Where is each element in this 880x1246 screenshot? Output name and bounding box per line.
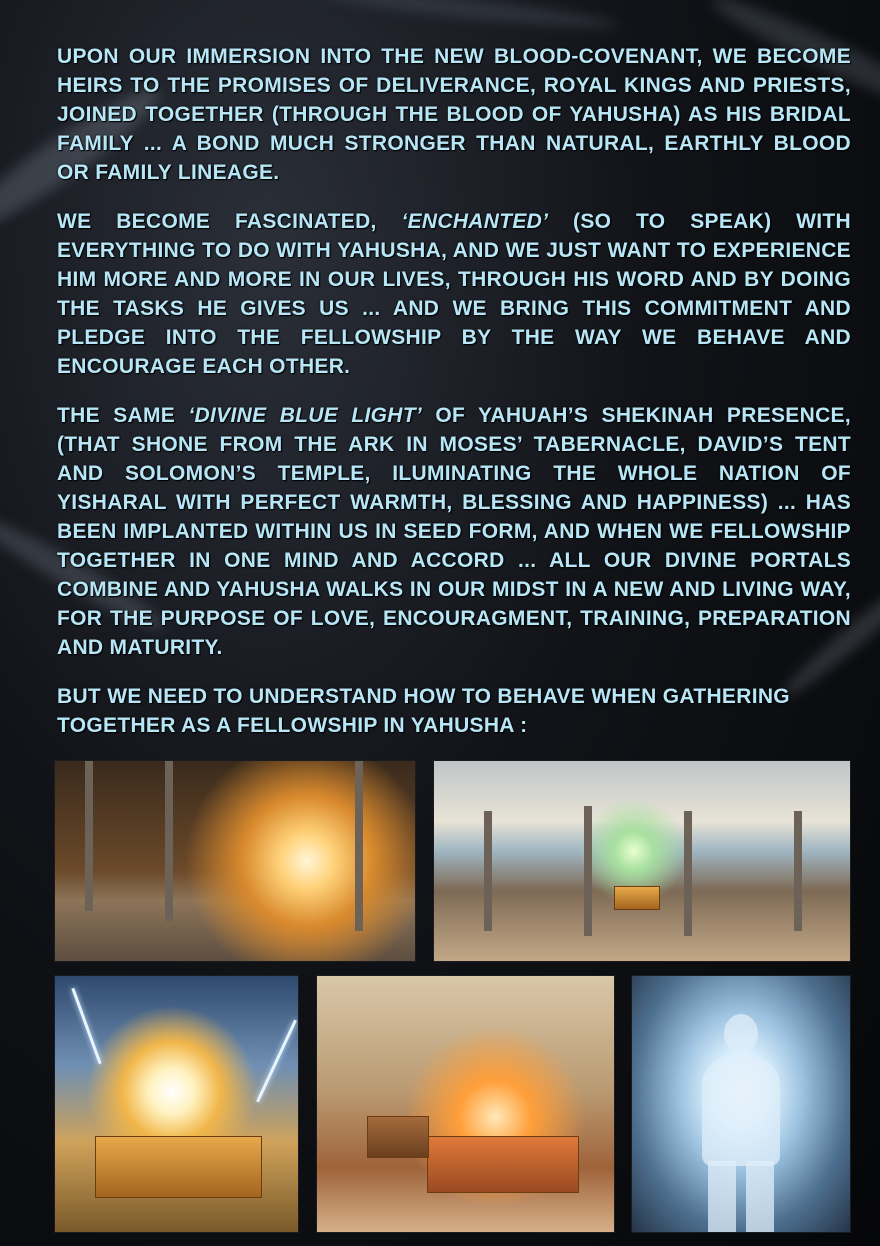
paragraph-behave: BUT WE NEED TO UNDERSTAND HOW TO BEHAVE WHEN GATHERING TOGETHER AS A FELLOWSHIP IN YAHUSHA : [57,685,790,737]
paragraph-enchanted [57,207,851,381]
lightning-bolt [71,988,101,1064]
tent-pole [684,811,692,936]
paragraph-covenant: UPON OUR IMMERSION INTO THE NEW BLOOD-COVENANT, WE BECOME HEIRS TO THE PROMISES OF DELIVERANCE, ROYAL KINGS AND PRIESTS, JOINED TOGETHER (THROUGH THE BLOOD OF YAHUSHA) AS HIS BRIDAL FAMILY ... A BOND MUCH STRONGER THAN NATURAL, EARTHLY BLOOD OR FAMILY LINEAGE. [57,45,851,184]
paragraph-enchanted-rest: (SO TO SPEAK) WITH EVERYTHING TO DO WITH YAHUSHA, AND WE JUST WANT TO EXPERIENCE HIM MORE AND MORE IN OUR LIVES, THROUGH HIS WORD AND BY DOING THE TASKS HE GIVES US ... AND WE BRING THIS COMMITMENT AND PLEDGE INTO THE FELLOWSHIP BY THE WAY WE BEHAVE AND ENCOURAGE EACH OTHER. [57,210,851,378]
lightning-bolt [256,1020,297,1103]
paragraph-enchanted-emphasis: ‘ENCHANTED’ [401,210,549,233]
paragraph-blue-light-emphasis: ‘DIVINE BLUE LIGHT’ [188,404,423,427]
body-text [57,42,851,740]
tent-pole [794,811,802,931]
tent-pole [584,806,592,936]
tent-gathering-image [433,760,851,962]
altar-icon [427,1136,579,1193]
paragraph-blue-light-lead: THE SAME [57,404,189,427]
temple-pillar [355,761,363,931]
temple-pillar [165,761,173,921]
figure-leg [746,1161,774,1232]
glowing-figure-image [631,975,851,1233]
figure-head [724,1014,758,1054]
paragraph-blue-light-rest: OF YAHUAH’S SHEKINAH PRESENCE, (THAT SHONE FROM THE ARK IN MOSES’ TABERNACLE, DAVID’S TENT AND SOLOMON’S TEMPLE, ILUMINATING THE WHOLE NATION OF YISHARAL WITH PERFECT WARMTH, BLESSING AND HAPPINESS) ... HAS BEEN IMPLANTED WITHIN US IN SEED FORM, AND WHEN WE FELLOWSHIP TOGETHER IN ONE MIND AND ACCORD ... ALL OUR DIVINE PORTALS COMBINE AND YAHUSHA WALKS IN OUR MIDST IN A NEW AND LIVING WAY, FOR THE PURPOSE OF LOVE, ENCOURAGMENT, TRAINING, PREPARATION AND MATURITY. [57,404,851,659]
temple-pillar [85,761,93,911]
ark-icon [614,886,660,910]
figure-torso [702,1056,780,1166]
laver-icon [367,1116,429,1158]
paragraph-enchanted-lead: WE BECOME FASCINATED, [57,210,402,233]
temple-light-image [54,760,416,962]
figure-leg [708,1161,736,1232]
altar-fire-image [316,975,615,1233]
background-streak [320,0,620,34]
ark-icon [95,1136,262,1198]
tent-pole [484,811,492,931]
ark-lightning-image [54,975,299,1233]
paragraph-blue-light [57,401,851,662]
